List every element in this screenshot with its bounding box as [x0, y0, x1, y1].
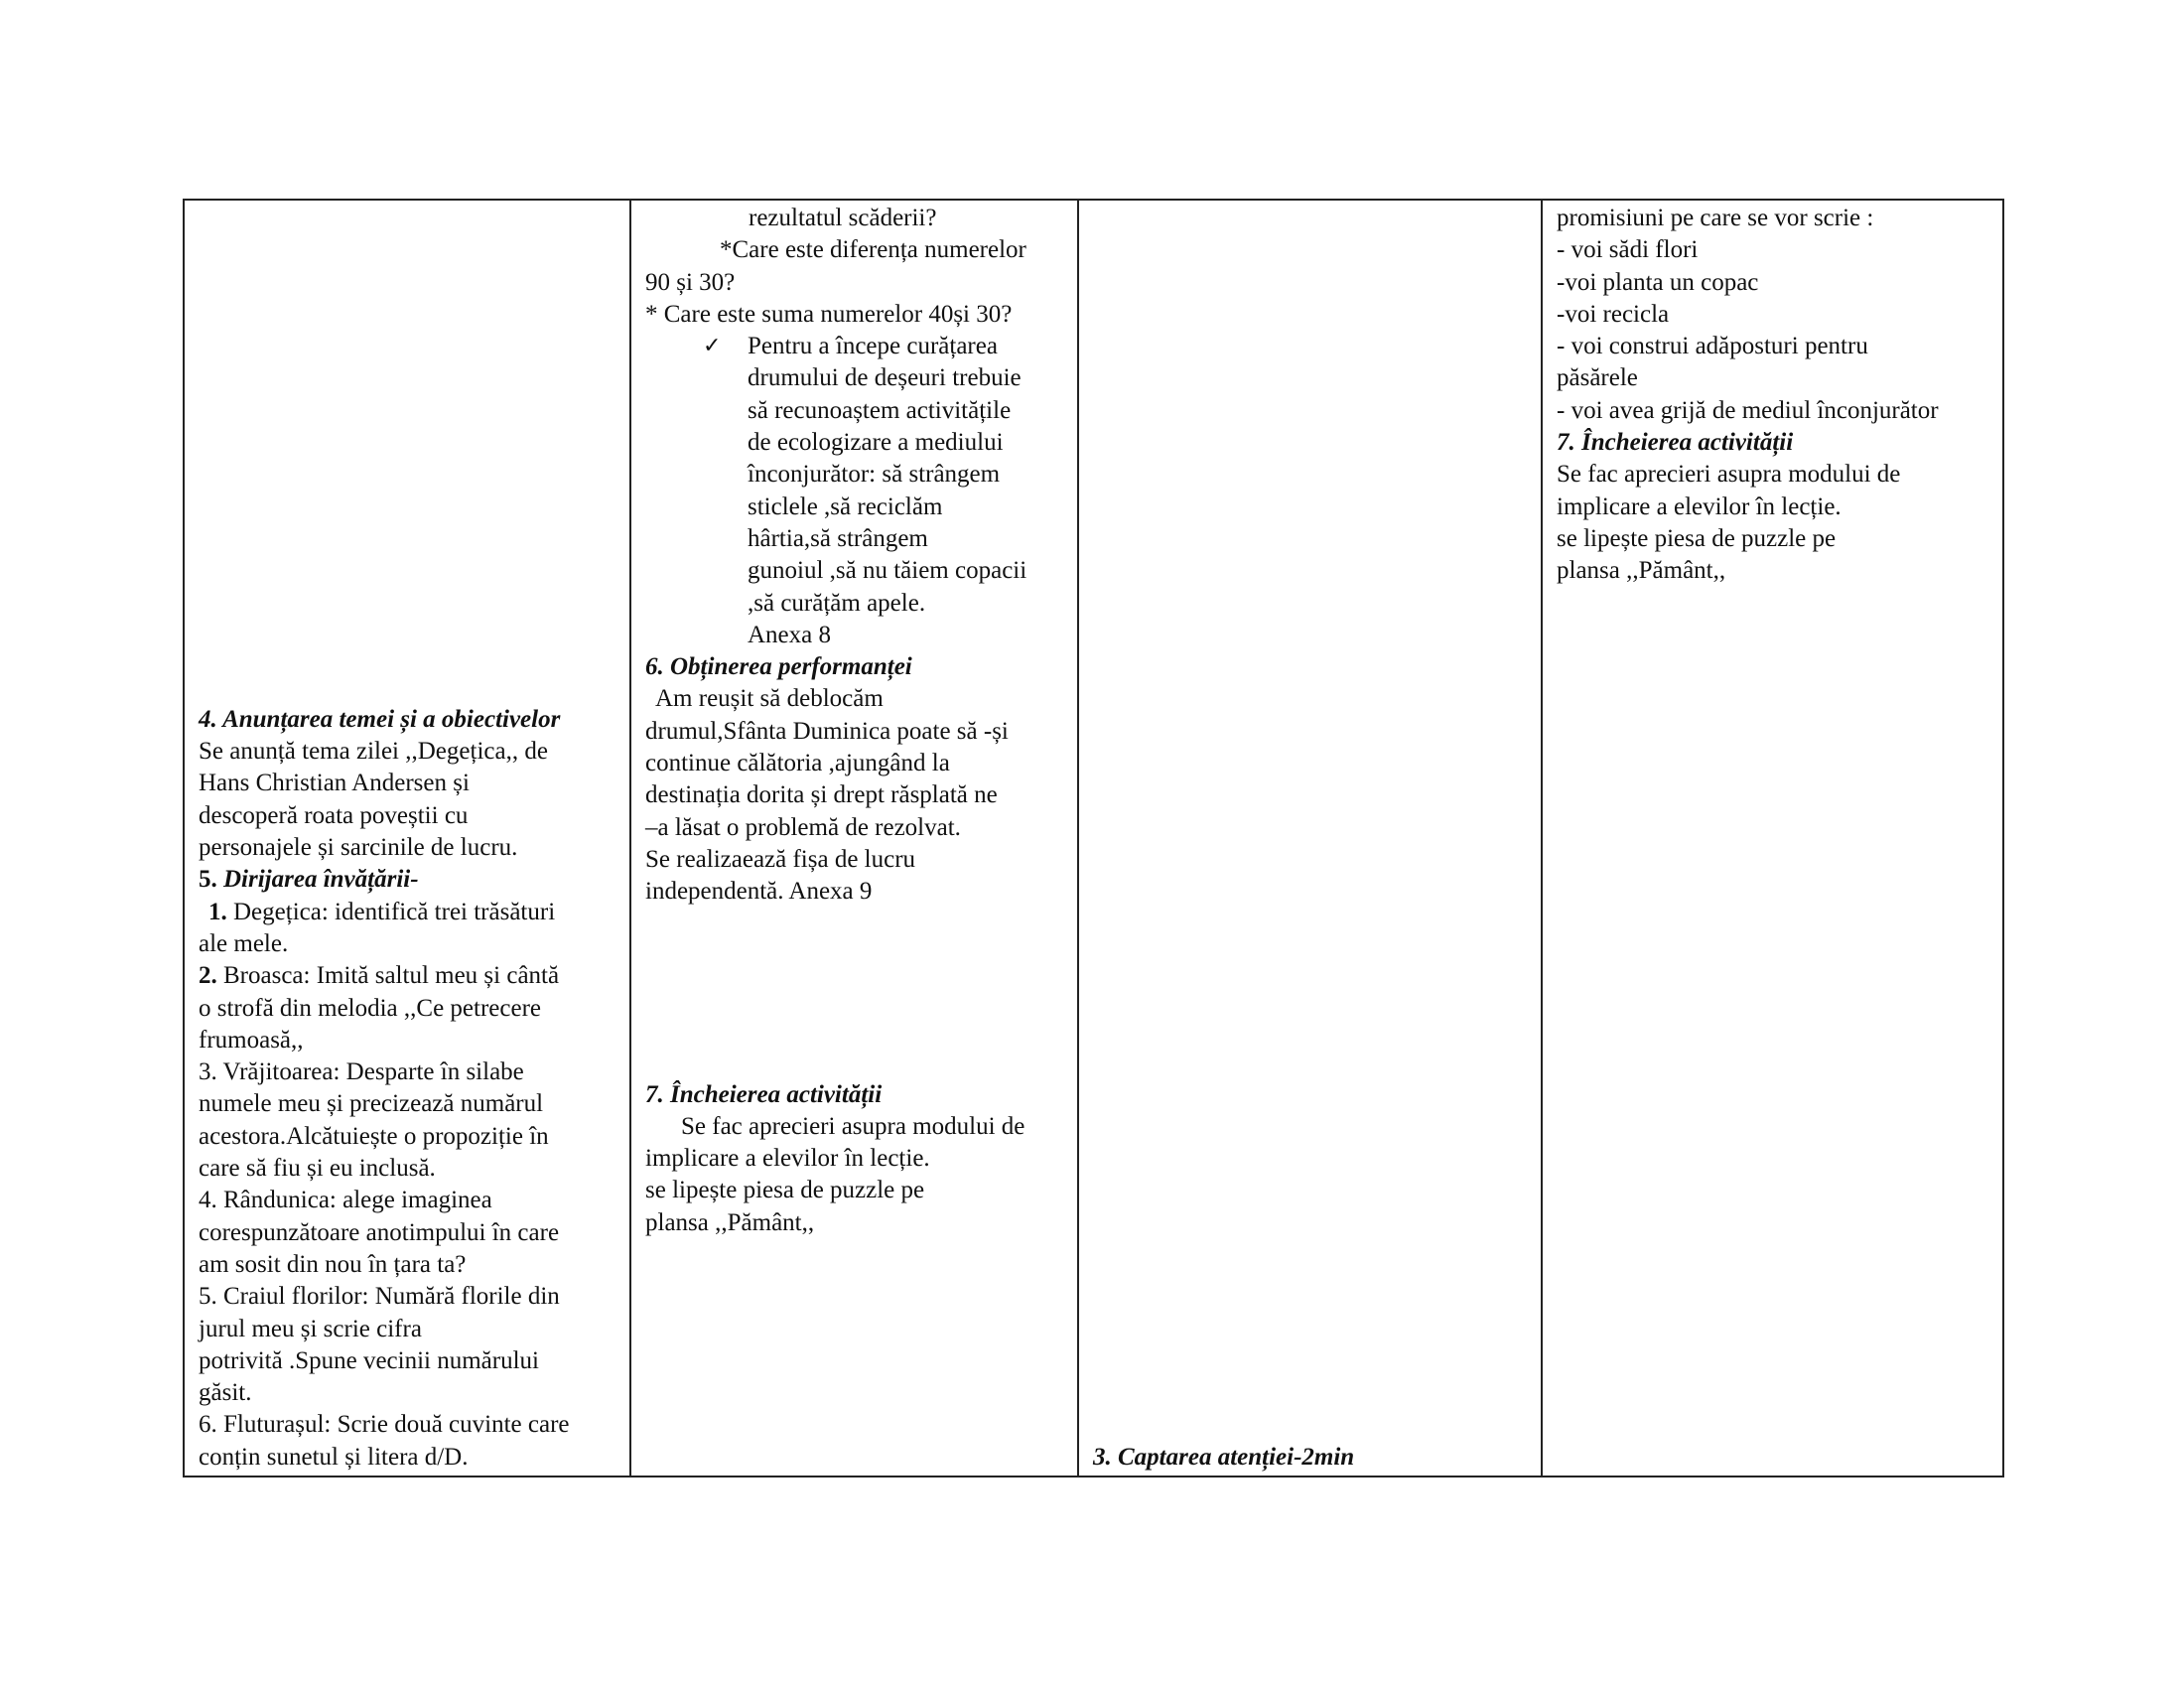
- task-continuation: numele meu și precizează numărul: [199, 1090, 544, 1118]
- question-line: * Care este suma numerelor 40și 30?: [645, 300, 1013, 328]
- task-continuation: acestora.Alcătuiește o propoziție în: [199, 1122, 549, 1150]
- text-line: continue călătoria ,ajungând la: [645, 750, 950, 777]
- text-line: Se fac aprecieri asupra modului de: [681, 1112, 1025, 1140]
- text-line: Pentru a începe curățarea: [748, 333, 998, 360]
- heading-anuntarea-temei: 4. Anunțarea temei și a obiectivelor: [199, 705, 561, 733]
- heading-incheierea-activitatii: 7. Încheierea activității: [1557, 429, 1794, 457]
- text-line: Se realizaează fișa de lucru: [645, 845, 916, 873]
- text-line: destinația dorita și drept răsplată ne: [645, 781, 998, 809]
- question-line: rezultatul scăderii?: [749, 205, 937, 231]
- cell-col2: [630, 200, 1078, 1477]
- task-continuation: conțin sunetul și litera d/D.: [199, 1443, 469, 1471]
- promise-item: - voi sădi flori: [1557, 236, 1699, 264]
- text-line-justified: se lipește piesa de puzzle pe: [1557, 524, 1837, 552]
- cell-col1: [184, 200, 630, 1477]
- task-item: 6. Fluturașul: Scrie două cuvinte care: [199, 1411, 570, 1439]
- blank-space: [645, 909, 1063, 1079]
- heading-dirijarea-invatarii: [199, 864, 615, 896]
- text-line: de ecologizare a mediului: [748, 429, 1004, 457]
- task-item: [199, 897, 615, 928]
- task-continuation: frumoasă,,: [199, 1026, 304, 1054]
- task-continuation: o strofă din melodia ,,Ce petrecere: [199, 994, 541, 1022]
- checkmark-icon: ✓: [703, 334, 722, 359]
- text-line: descoperă roata poveștii cu: [199, 801, 469, 829]
- text-line: implicare a elevilor în lecție.: [645, 1145, 930, 1173]
- task-item: 3. Vrăjitoarea: Desparte în silabe: [199, 1058, 524, 1086]
- heading-captarea-atentiei: 3. Captarea atenției-2min: [1093, 1443, 1355, 1471]
- task-continuation: găsit.: [199, 1379, 252, 1407]
- table-row: [184, 200, 2003, 1477]
- text-line: plansa ,,Pământ,,: [645, 1208, 815, 1236]
- task-continuation: ale mele.: [199, 929, 289, 957]
- text-line: drumul,Sfânta Duminica poate să -și: [645, 717, 1009, 745]
- task-continuation: care să fiu și eu inclusă.: [199, 1155, 436, 1183]
- task-item: 5. Craiul florilor: Numără florile din: [199, 1283, 560, 1311]
- text-line: personajele și sarcinile de lucru.: [199, 834, 518, 862]
- text-line: Am reușit să deblocăm: [655, 685, 884, 713]
- promise-item-continuation: păsărele: [1557, 364, 1638, 392]
- text-line: ,să curățăm apele.: [748, 589, 926, 617]
- annex-reference: Anexa 8: [748, 621, 831, 648]
- text-line: independentă. Anexa 9: [645, 878, 873, 906]
- promise-item: -voi recicla: [1557, 300, 1670, 328]
- heading-number: 5.: [199, 866, 217, 894]
- text-line: Se anunță tema zilei ,,Degețica,, de: [199, 738, 548, 766]
- task-number: 2.: [199, 962, 217, 990]
- text-line-justified: se lipește piesa de puzzle pe: [645, 1177, 925, 1204]
- heading-text: Dirijarea învățării-: [223, 866, 419, 894]
- cell-col4: [1542, 200, 2003, 1477]
- text-line: gunoiul ,să nu tăiem copacii: [748, 557, 1027, 585]
- text-line: sticlele ,să reciclăm: [748, 492, 943, 520]
- task-continuation: jurul meu și scrie cifra: [199, 1315, 422, 1342]
- task-number: 1.: [208, 898, 227, 925]
- promise-item: - voi avea grijă de mediul înconjurător: [1557, 396, 1939, 424]
- promise-item: -voi planta un copac: [1557, 268, 1759, 296]
- heading-obtinerea-performantei: 6. Obținerea performanței: [645, 653, 912, 681]
- question-line: 90 și 30?: [645, 268, 736, 296]
- task-text: Broasca: Imită saltul meu și cântă: [216, 962, 560, 990]
- text-line: plansa ,,Pământ,,: [1557, 557, 1726, 585]
- task-item: [199, 960, 615, 992]
- text-line: să recunoaștem activitățile: [748, 396, 1012, 424]
- text-line-justified: Se fac aprecieri asupra modului de: [1557, 461, 1901, 489]
- cell-col3: [1078, 200, 1542, 1477]
- promise-item: - voi construi adăposturi pentru: [1557, 333, 1868, 360]
- heading-incheierea-activitatii: 7. Încheierea activității: [645, 1080, 883, 1108]
- text-line: drumului de deșeuri trebuie: [748, 364, 1022, 392]
- task-item: 4. Rândunica: alege imaginea: [199, 1187, 492, 1214]
- text-line: Hans Christian Andersen și: [199, 770, 470, 797]
- text-line: înconjurător: să strângem: [748, 461, 1001, 489]
- text-line: –a lăsat o problemă de rezolvat.: [645, 813, 961, 841]
- task-continuation: am sosit din nou în țara ta?: [199, 1250, 467, 1278]
- checklist-item: [645, 331, 1063, 651]
- lesson-plan-table: [183, 199, 2004, 1477]
- task-text: Degețica: identifică trei trăsături: [226, 898, 556, 925]
- task-continuation: corespunzătoare anotimpului în care: [199, 1218, 560, 1246]
- task-continuation: potrivită .Spune vecinii numărului: [199, 1346, 539, 1374]
- text-line: hârtia,să strângem: [748, 524, 928, 552]
- text-line: promisiuni pe care se vor scrie :: [1557, 205, 1874, 231]
- checklist-text: [748, 331, 1063, 651]
- text-line: implicare a elevilor în lecție.: [1557, 492, 1842, 520]
- question-line: *Care este diferența numerelor: [720, 236, 1026, 264]
